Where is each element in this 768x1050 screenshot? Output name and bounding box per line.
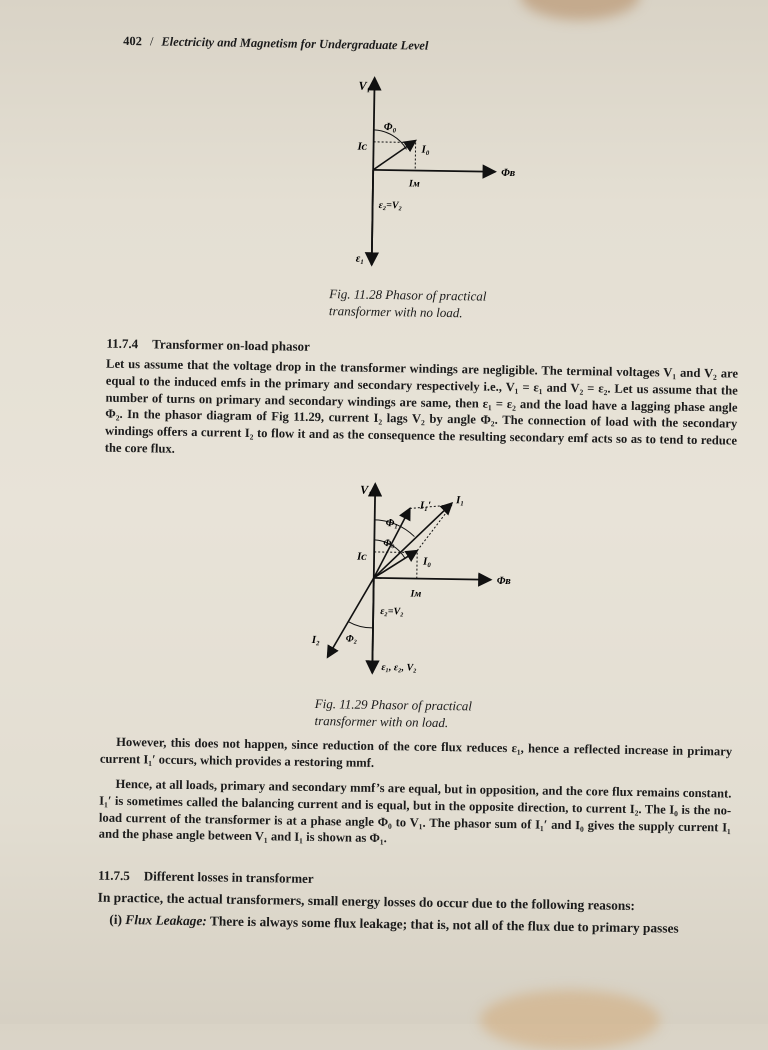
paragraph-hence [99,776,732,853]
figure-11-29-caption [314,695,472,731]
phi2-arc [348,622,373,628]
figure-11-28-caption [329,285,487,321]
label-ic: Iᴄ [356,551,367,563]
label-phi0: Φ₀ [384,121,397,133]
list-item-flux-leakage [109,912,729,939]
section-title: Different losses in transformer [144,868,314,886]
list-term: Flux Leakage: [125,912,207,928]
ic-dash [374,552,415,553]
label-phi1: Φ₁ [386,517,399,529]
paragraph-however-text: However, this does not happen, since reduction of the core flux reduces ε₁, hence a reflected increase in primary current I₁′ occurs, which provides a restoring mmf. [100,734,732,778]
io-phasor [373,140,415,171]
label-phi2: Φ₂ [346,633,358,644]
label-e1-e2-v2: ε₁, ε₂, V₂ [381,662,417,674]
section-number: 11.7.4 [106,336,138,351]
label-e1: ε₁ [356,253,365,265]
section-heading-11-7-5 [98,868,314,887]
label-v1: V₁ [358,79,370,93]
paragraph-on-load [105,356,739,467]
label-io: I₀ [420,144,429,156]
header-separator: / [150,34,154,48]
caption-11-28-line1: Fig. 11.28 Phasor of practical [329,285,486,304]
label-v1: V₁ [360,483,372,497]
label-im: Iᴍ [408,178,420,189]
section-heading-11-7-4 [106,336,310,355]
paragraph-however [100,734,732,778]
label-i1-prime: I₁′ [419,500,431,512]
running-header [123,34,428,54]
label-i2: I₂ [311,634,320,646]
label-io: I₀ [422,556,431,568]
caption-11-29-line2: transformer with on load. [314,712,471,731]
label-im: Iᴍ [409,588,421,599]
label-phi0: Φ₀ [383,538,395,549]
caption-11-28-line2: transformer with no load. [329,302,486,321]
phib-axis [374,578,491,580]
label-phib: Φʙ [501,167,515,179]
e-axis [372,578,373,673]
paragraph-in-practice-text: In practice, the actual transformers, small energy losses do occur due to the following reasons: [98,890,730,917]
e1-axis [372,170,373,265]
section-number: 11.7.5 [98,868,130,883]
label-phib: Φʙ [497,575,511,587]
page-number: 402 [123,34,142,48]
label-i1: I₁ [455,494,464,506]
phib-axis [373,170,495,172]
section-title: Transformer on-load phasor [152,336,310,353]
figure-11-28-phasor [303,69,536,283]
label-ic: Iᴄ [356,141,367,153]
label-e2v2: ε₂=V₂ [379,200,403,211]
ic-dash [374,142,414,143]
paragraph-hence-text: Hence, at all loads, primary and secondary mmf’s are equal, but in opposition, and the core flux remains constant. I₁′ is sometimes called the balancing current and is equal, but in the opposite direction, to current I₂. The I₀ is the no-load current of the transformer is at a phase angle Φ₀ to V₁. The phasor sum of I₁′ and I₀ gives the supply current I₁ and the phase angle between V₁ and I₁ is shown as Φ₁. [99,776,732,853]
caption-11-29-line1: Fig. 11.29 Phasor of practical [315,695,472,714]
i2-phasor [328,577,374,658]
book-title: Electricity and Magnetism for Undergraduate Level [161,35,428,53]
paragraph-on-load-text: Let us assume that the voltage drop in the transformer windings are negligible. The terminal voltages V₁ and V₂ are equal to the induced emfs in the primary and secondary respectively i.e., V₁ = ε₁ and V₂ = ε₂. Let us assume that the number of turns on primary and secondary windings are same, then ε₁ = ε₂ and the load have a lagging phase angle Φ₂. In the phasor diagram of Fig 11.29, current I₂ lags V₂ by angle Φ₂. The connection of load with the secondary windings offers a current I₂ to flow it and as the consequence the resulting secondary emf acts so as to tend to reduce the core flux. [105,356,739,467]
list-marker: (i) [109,912,122,927]
list-item-text: There is always some flux leakage; that is, not all of the flux due to primary passes [210,913,679,935]
label-e2v2: ε₂=V₂ [380,606,404,617]
figure-11-29-phasor [297,477,530,691]
